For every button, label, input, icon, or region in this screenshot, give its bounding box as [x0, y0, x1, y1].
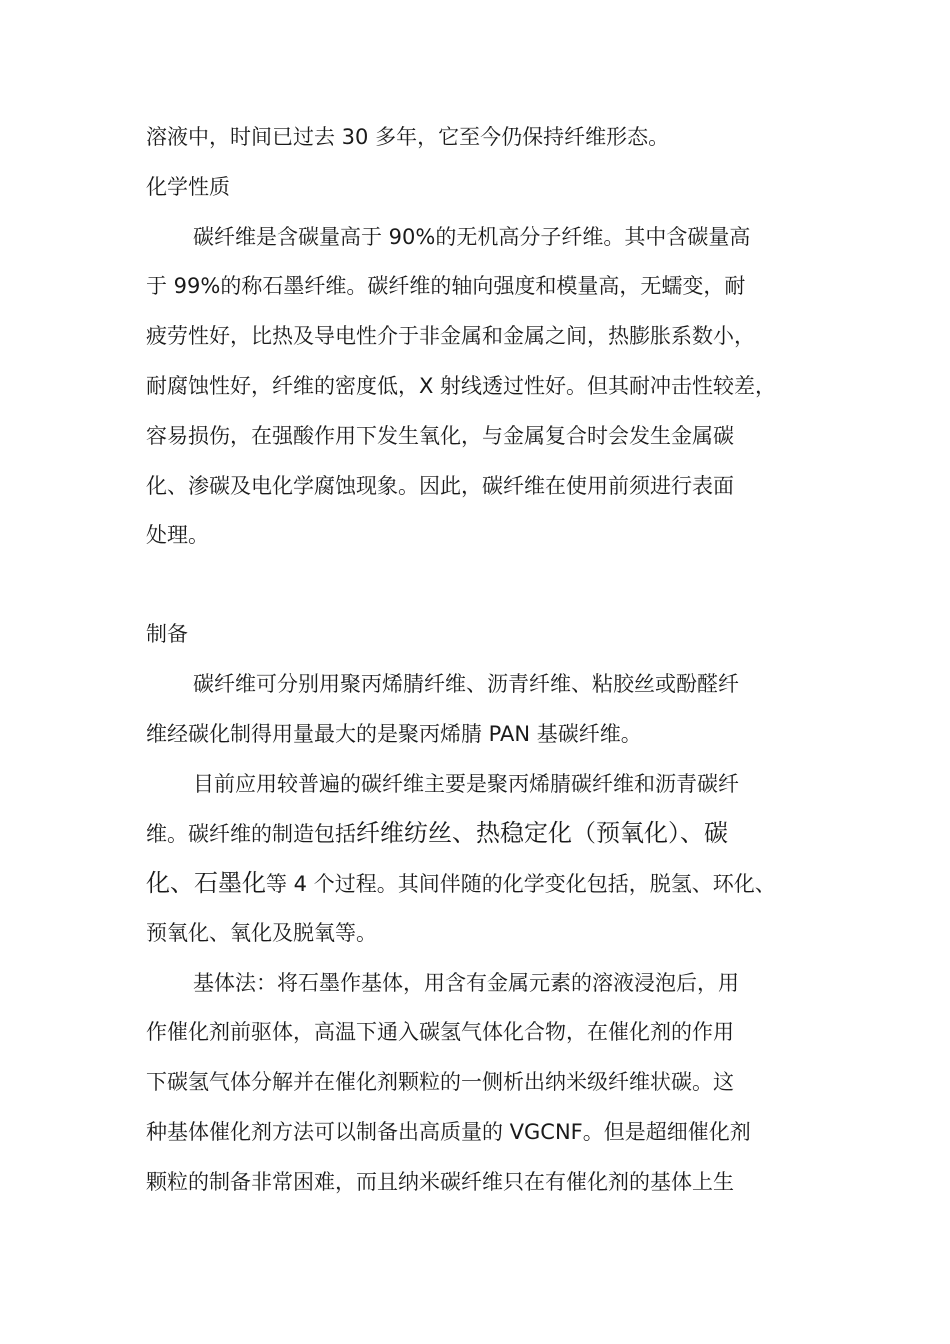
paragraph-line-mixed [146, 819, 826, 848]
text-run-large: 纤维纺丝、热稳定化（预氧化）、碳 [356, 819, 728, 847]
paragraph-line: 颗粒的制备非常困难，而且纳米碳纤维只在有催化剂的基体上生 [146, 1170, 734, 1194]
section-heading-chemical-properties: 化学性质 [146, 175, 230, 199]
paragraph-line: 基体法：将石墨作基体，用含有金属元素的溶液浸泡后，用 [193, 971, 739, 995]
paragraph-line: 疲劳性好，比热及导电性介于非金属和金属之间，热膨胀系数小， [146, 324, 755, 348]
paragraph-line: 目前应用较普遍的碳纤维主要是聚丙烯腈碳纤维和沥青碳纤 [193, 772, 739, 796]
text-run: 等 4 个过程。其间伴随的化学变化包括，脱氢、环化、 [266, 872, 776, 896]
paragraph-line: 容易损伤，在强酸作用下发生氧化，与金属复合时会发生金属碳 [146, 424, 734, 448]
paragraph-line: 化、渗碳及电化学腐蚀现象。因此，碳纤维在使用前须进行表面 [146, 474, 734, 498]
paragraph-line: 作催化剂前驱体，高温下通入碳氢气体化合物，在催化剂的作用 [146, 1020, 734, 1044]
paragraph-line: 碳纤维是含碳量高于 90%的无机高分子纤维。其中含碳量高 [193, 225, 751, 249]
intro-line: 溶液中，时间已过去 30 多年，它至今仍保持纤维形态。 [146, 125, 670, 149]
paragraph-line: 预氧化、氧化及脱氧等。 [146, 921, 377, 945]
paragraph-line: 种基体催化剂方法可以制备出高质量的 VGCNF。但是超细催化剂 [146, 1120, 751, 1144]
paragraph-line-mixed [146, 869, 826, 898]
paragraph-line: 耐腐蚀性好，纤维的密度低，X 射线透过性好。但其耐冲击性较差， [146, 374, 777, 398]
paragraph-line: 维经碳化制得用量最大的是聚丙烯腈 PAN 基碳纤维。 [146, 722, 642, 746]
text-run-large: 化、石墨化 [146, 869, 266, 897]
paragraph-line: 于 99%的称石墨纤维。碳纤维的轴向强度和模量高，无蠕变，耐 [146, 274, 746, 298]
section-heading-preparation: 制备 [146, 622, 188, 646]
paragraph-line: 碳纤维可分别用聚丙烯腈纤维、沥青纤维、粘胶丝或酚醛纤 [193, 672, 739, 696]
paragraph-line: 处理。 [146, 523, 209, 547]
paragraph-line: 下碳氢气体分解并在催化剂颗粒的一侧析出纳米级纤维状碳。这 [146, 1070, 734, 1094]
text-run: 维。碳纤维的制造包括 [146, 822, 356, 846]
